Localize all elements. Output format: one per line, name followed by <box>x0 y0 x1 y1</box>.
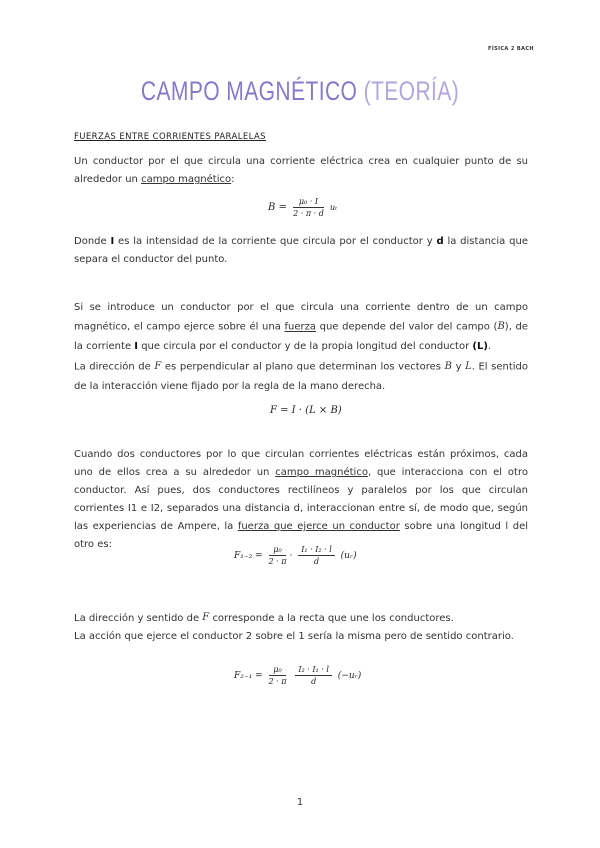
eq1-unit-vector: uₜ <box>330 203 338 212</box>
para1-end: : <box>231 174 235 185</box>
para3-d: que circula por el conductor y de la propia longitud del conductor <box>141 340 470 352</box>
para3-a: Si se introduce un conductor por el que circula una corriente dentro de un campo magnético, el campo ejerce sobre él una <box>74 302 528 333</box>
eq3-num1: μ₀ <box>269 544 287 556</box>
eq3-den2: d <box>313 557 320 566</box>
para3-b: que depende del valor del campo ( <box>319 321 498 333</box>
para5-a: Cuando dos conductores por lo que circulan corrientes eléctricas están próximos, cada uno de ellos crea a su alrededor un <box>74 449 528 478</box>
para4-c: . El sentido de la interacción viene fijado por la regla de la mano derecha. <box>74 361 529 392</box>
title-sub: (TEORÍA) <box>363 76 460 106</box>
equation-force-1-2: F₁₋₂ = $\frac{\text{μ₀}}{2 \cdot \pi}$ · $\frac{\text{I₁ · I₂ · l}}{d}$ (uᵣ) <box>234 545 357 566</box>
paragraph-6 <box>74 609 528 646</box>
title-main: CAMPO MAGNÉTICO <box>140 76 358 106</box>
eq1-lhs: B = <box>268 202 287 213</box>
para2-b: es la intensidad de la corriente que circula por el conductor y <box>118 236 433 247</box>
paragraph-4 <box>74 357 528 396</box>
para2-a: Donde <box>74 236 107 247</box>
eq1-denominator: 2 · π · d <box>293 209 324 218</box>
eq4-num2: I₂ · I₁ · l <box>295 664 332 676</box>
para1-text: Un conductor por el que circula una corriente eléctrica crea en cualquier punto de su alrededor un <box>74 156 528 185</box>
eq4-frac1 <box>269 664 287 687</box>
para6-c: La acción que ejerce el conductor 2 sobre el 1 sería la misma pero de sentido contrario. <box>74 631 514 642</box>
paragraph-2 <box>74 233 528 269</box>
link-campo-magnetico-2[interactable]: campo magnético <box>275 467 368 478</box>
page-number: 1 <box>296 797 304 808</box>
paragraph-3 <box>74 298 528 356</box>
eq1-numerator: μ₀ · I <box>293 196 324 208</box>
eq1-fraction <box>293 196 324 219</box>
para3-I: I <box>134 340 139 352</box>
para2-I: I <box>110 236 115 247</box>
vector-L-symbol: L <box>465 361 472 372</box>
eq4-lhs: F₂₋₁ = <box>234 671 263 681</box>
vector-F-symbol: F <box>154 361 162 372</box>
equation-force-2-1 <box>234 664 361 687</box>
para3-e: . <box>487 340 492 352</box>
course-header: FÍSICA 2 BACH <box>488 46 534 52</box>
link-fuerza[interactable]: fuerza <box>284 321 316 333</box>
para5-c: sobre una longitud l del otro es: <box>74 521 529 550</box>
eq4-den1: 2 · π <box>268 677 287 686</box>
eq3-den1: 2 · π <box>268 557 287 566</box>
para6-a: La dirección y sentido de <box>74 613 200 624</box>
para6-b: corresponde a la recta que une los conductores. <box>212 613 454 624</box>
eq3-num2: I₁ · I₂ · l <box>298 544 335 556</box>
eq4-direction: (−uᵣ) <box>337 671 362 681</box>
para2-d: d <box>436 236 444 247</box>
eq3-frac1 <box>269 544 287 567</box>
para2-c: la distancia que separa el conductor del punto. <box>74 236 528 265</box>
eq4-den2: d <box>311 677 317 686</box>
equation-field <box>268 196 337 219</box>
para4-b: es perpendicular al plano que determinan los vectores <box>164 361 442 373</box>
paragraph-5 <box>74 446 528 554</box>
equation-laplace-force: F = I · (L × B) <box>270 405 342 416</box>
eq3-frac2 <box>298 544 335 567</box>
page-title <box>66 76 534 107</box>
vector-B-symbol: B <box>497 321 505 332</box>
vector-F-symbol-2: F <box>202 612 210 623</box>
para3-L: (L) <box>472 340 488 352</box>
section-heading: FUERZAS ENTRE CORRIENTES PARALELAS <box>74 132 266 142</box>
eq4-frac2 <box>295 664 332 687</box>
paragraph-1 <box>74 153 528 189</box>
vector-B-symbol-2: B <box>444 361 452 372</box>
para4-y: y <box>455 361 462 373</box>
para4-a: La dirección de <box>74 361 151 373</box>
link-fuerza-conductor[interactable]: fuerza que ejerce un conductor <box>237 521 400 532</box>
link-campo-magnetico[interactable]: campo magnético <box>141 174 232 185</box>
eq4-num1: μ₀ <box>269 664 287 676</box>
para5-b: , que interacciona con el otro conductor. Así pues, dos conductores rectilíneos y paralelos por los que circulan corrientes I1 e I2, separados una distancia d, interaccionan entre sí, de modo que, según las experiencias de Ampere, la <box>74 467 528 532</box>
para3-c: ), de la corriente <box>74 321 529 352</box>
eq3-direction: (uᵣ) <box>340 551 357 561</box>
eq3-lhs: F₁₋₂ = <box>234 551 263 561</box>
